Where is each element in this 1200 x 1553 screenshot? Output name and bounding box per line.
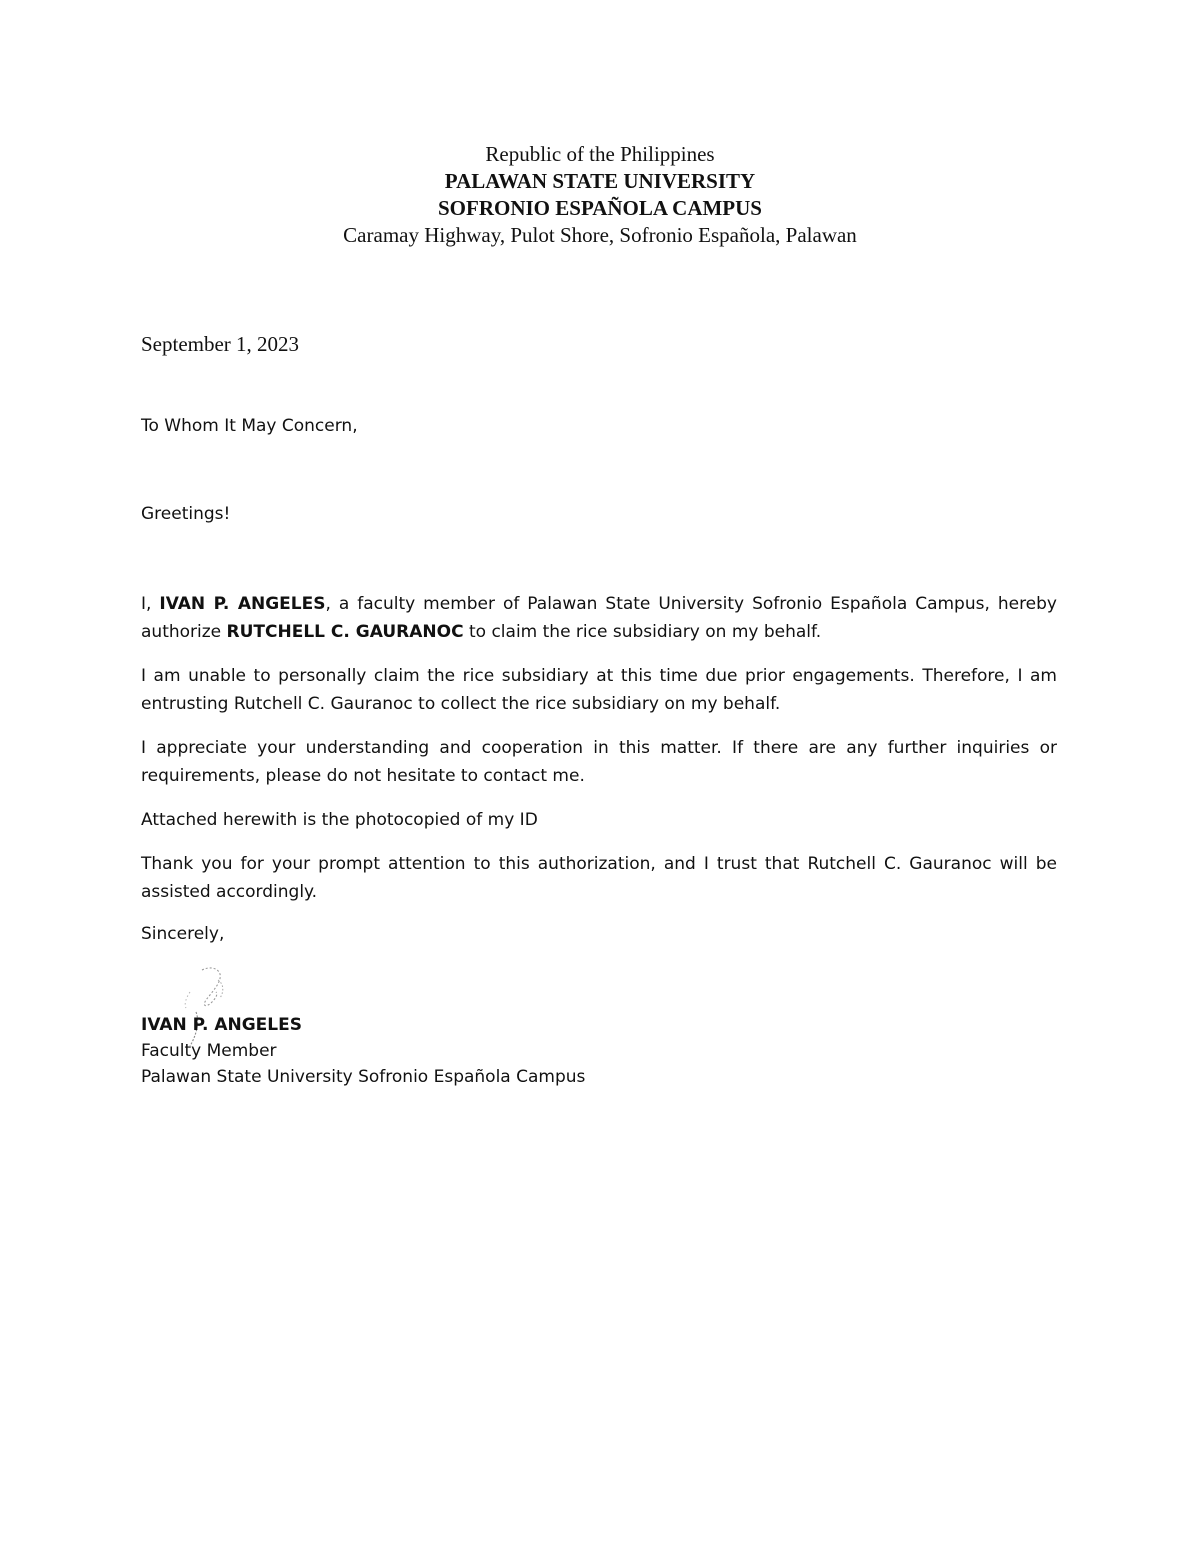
- p1-suffix: to claim the rice subsidiary on my behalf.: [463, 622, 822, 642]
- letterhead-university: PALAWAN STATE UNIVERSITY: [444, 169, 756, 193]
- greeting: Greetings!: [141, 504, 231, 524]
- signatory-office: Palawan State University Sofronio Española Campus: [141, 1067, 586, 1087]
- letterhead-address: Caramay Highway, Pulot Shore, Sofronio Española, Palawan: [343, 223, 857, 247]
- closing: Sincerely,: [141, 924, 225, 944]
- signature-block: [141, 1012, 585, 1090]
- letterhead: [0, 141, 1200, 249]
- p1-middle: , a faculty member of Palawan State University Sofronio Española Campus, hereby authorize: [141, 594, 1057, 642]
- signatory-name: IVAN P. ANGELES: [141, 1015, 302, 1035]
- letter-date: September 1, 2023: [141, 332, 300, 356]
- p1-authorized-person: RUTCHELL C. GAURANOC: [226, 622, 464, 642]
- paragraph-attachment: Attached herewith is the photocopied of my ID: [141, 810, 538, 830]
- signatory-position: Faculty Member: [141, 1041, 277, 1061]
- paragraph-reason: I am unable to personally claim the rice subsidiary at this time due prior engagements. Therefore, I am entrusting Rutchell C. Gauranoc to collect the rice subsidiary on my behalf.: [141, 666, 1057, 714]
- p1-prefix: I,: [141, 594, 160, 614]
- p1-name: IVAN P. ANGELES: [159, 594, 326, 614]
- salutation: To Whom It May Concern,: [141, 416, 358, 436]
- paragraph-authorization: [141, 590, 1057, 646]
- letterhead-campus: SOFRONIO ESPAÑOLA CAMPUS: [438, 196, 762, 220]
- letterhead-republic: Republic of the Philippines: [485, 142, 715, 166]
- paragraph-thanks: Thank you for your prompt attention to this authorization, and I trust that Rutchell C. Gauranoc will be assisted accordingly.: [141, 854, 1057, 902]
- paragraph-appreciation: I appreciate your understanding and cooperation in this matter. If there are any further inquiries or requirements, please do not hesitate to contact me.: [141, 738, 1057, 786]
